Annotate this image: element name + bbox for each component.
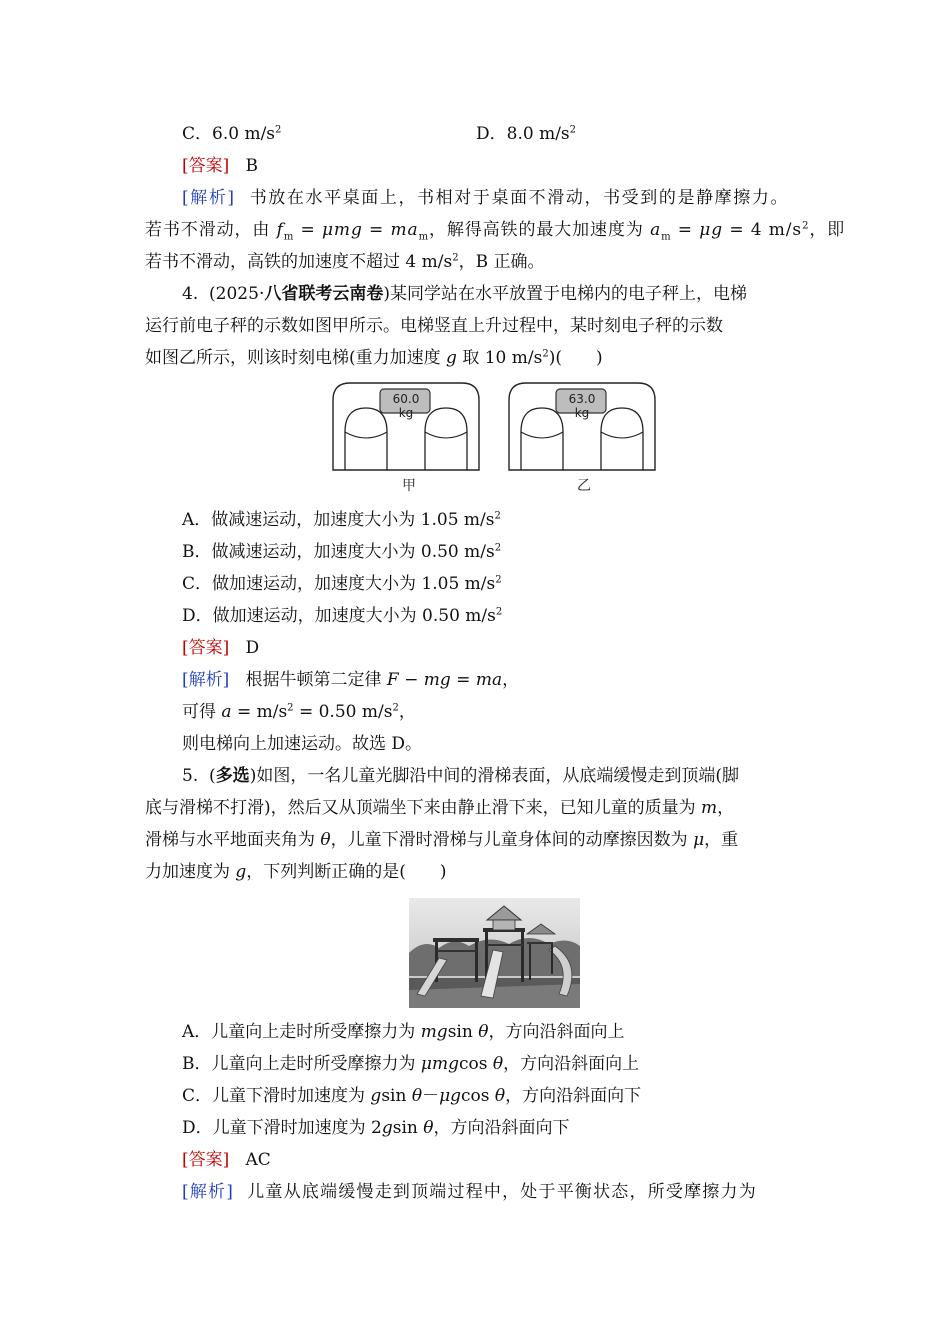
q5-stem-line3 xyxy=(145,828,738,852)
text: ，重 xyxy=(704,830,739,850)
explain-tag: [解析] xyxy=(182,188,236,208)
text: 若书不滑动，由 xyxy=(145,220,277,240)
scale-left-label: 甲 xyxy=(402,478,416,494)
multi-select-label: 多选 xyxy=(215,766,250,786)
option-text: D．做加速运动，加速度大小为 0.50 m/s xyxy=(182,606,496,626)
text: = xyxy=(671,220,700,240)
scale-right-label: 乙 xyxy=(577,478,591,494)
text: ，解得高铁的最大加速度为 xyxy=(428,220,651,240)
answer-value: B xyxy=(245,156,258,176)
symbol-theta: θ xyxy=(320,830,331,850)
q4-option-d xyxy=(182,604,502,628)
text: ，方向沿斜面向下 xyxy=(433,1118,570,1138)
superscript: 2 xyxy=(452,252,459,264)
text: ，方向沿斜面向下 xyxy=(505,1086,642,1106)
text: 则电梯向上加速运动。故选 D。 xyxy=(182,734,423,754)
answer-tag: [答案] xyxy=(182,1150,230,1170)
source-label: 八省联考云南卷 xyxy=(264,284,384,304)
text: 滑梯与水平地面夹角为 xyxy=(145,830,321,850)
text: (2025· xyxy=(209,284,265,304)
text: sin xyxy=(447,1022,479,1042)
symbol-F: F xyxy=(386,670,399,690)
explanation-text: 儿童从底端缓慢走到顶端过程中，处于平衡状态，所受摩擦力为 xyxy=(247,1182,757,1202)
text: B．儿童向上走时所受摩擦力为 xyxy=(182,1054,421,1074)
text: ) xyxy=(249,766,257,786)
symbol-theta: θ xyxy=(478,1022,489,1042)
text: cos xyxy=(461,1086,495,1106)
text: sin xyxy=(381,1086,412,1106)
text: ) xyxy=(383,284,390,304)
explanation-text: 书放在水平桌面上，书相对于桌面不滑动，书受到的是静摩擦力。 xyxy=(249,188,790,208)
explain-tag: [解析] xyxy=(182,1182,235,1202)
answer-value: D xyxy=(245,638,260,658)
answer-tag: [答案] xyxy=(182,156,230,176)
question-number: 5. xyxy=(182,766,199,786)
text: A．儿童向上走时所受摩擦力为 xyxy=(182,1022,421,1042)
text: = 4 m/s xyxy=(723,220,803,240)
text: ，方向沿斜面向上 xyxy=(503,1054,640,1074)
option-text: C．做加速运动，加速度大小为 1.05 m/s xyxy=(182,574,496,594)
subscript: m xyxy=(283,231,295,243)
q4-option-c xyxy=(182,572,502,596)
answer-value: AC xyxy=(245,1150,271,1170)
text: ，儿童下滑时滑梯与儿童身体间的动摩擦因数为 xyxy=(330,830,694,850)
answer-tag: [答案] xyxy=(182,638,230,658)
playground-drawing xyxy=(409,898,580,1008)
symbol-a: a xyxy=(221,702,232,722)
text: － xyxy=(422,1086,440,1106)
scale-right-display: 63.0 kg xyxy=(568,392,596,420)
text: ，方向沿斜面向上 xyxy=(488,1022,625,1042)
symbol: g xyxy=(381,1118,393,1138)
symbol-mu: μ xyxy=(693,830,705,850)
text: ， xyxy=(717,798,735,818)
text: 如图乙所示，则该时刻电梯(重力加速度 xyxy=(145,348,447,368)
option-text: B．做减速运动，加速度大小为 0.50 m/s xyxy=(182,542,495,562)
q3-answer xyxy=(182,154,258,178)
text: = xyxy=(362,220,391,240)
scale-left-display: 60.0 kg xyxy=(392,392,420,420)
option-c-prev xyxy=(182,122,281,146)
symbol-mu: μ xyxy=(321,220,334,240)
q4-option-b xyxy=(182,540,501,564)
q5-explanation-line1 xyxy=(182,1180,757,1204)
symbol: mg xyxy=(420,1022,448,1042)
text: ( xyxy=(209,766,216,786)
symbol-g: g xyxy=(446,348,457,368)
symbol-m: m xyxy=(701,798,718,818)
option-c-text: C．6.0 m/s xyxy=(182,124,276,144)
text: 力加速度为 xyxy=(145,862,236,882)
text: 底与滑梯不打滑)，然后又从顶端坐下来由静止滑下来，已知儿童的质量为 xyxy=(145,798,702,818)
superscript: 2 xyxy=(495,574,502,586)
q5-option-a xyxy=(182,1020,624,1044)
text: = 0.50 m/s xyxy=(293,702,393,722)
superscript: 2 xyxy=(494,510,501,522)
superscript: 2 xyxy=(392,702,399,714)
symbol-theta: θ xyxy=(423,1118,434,1138)
text: 取 10 m/s xyxy=(456,348,543,368)
symbol-g: g xyxy=(235,862,247,882)
option-d-prev xyxy=(476,122,576,146)
q5-stem-line4 xyxy=(145,860,447,884)
symbol-mg: mg xyxy=(423,670,451,690)
text: = m/s xyxy=(231,702,288,722)
symbol-mg: mg xyxy=(333,220,363,240)
symbol-theta: θ xyxy=(494,1086,506,1106)
superscript: 2 xyxy=(495,606,503,618)
subscript: m xyxy=(418,231,429,243)
text: D．儿童下滑时加速度为 2 xyxy=(182,1118,382,1138)
text: sin xyxy=(392,1118,424,1138)
symbol: μg xyxy=(439,1086,462,1106)
scale-drawing xyxy=(332,382,657,472)
q4-explanation-line2 xyxy=(182,700,416,724)
text: cos xyxy=(458,1054,493,1074)
text: = xyxy=(294,220,322,240)
question-number: 4. xyxy=(182,284,199,304)
q4-stem-line2 xyxy=(145,314,723,338)
subscript: m xyxy=(661,231,672,243)
q4-explanation-line1 xyxy=(182,668,519,692)
symbol-theta: θ xyxy=(492,1054,504,1074)
q4-explanation-line3 xyxy=(182,732,422,756)
q3-explanation-line1 xyxy=(182,186,789,210)
text: C．儿童下滑时加速度为 xyxy=(182,1086,371,1106)
superscript: 2 xyxy=(569,124,577,136)
symbol-ma: ma xyxy=(475,670,503,690)
q5-answer xyxy=(182,1148,271,1172)
q5-option-d xyxy=(182,1116,570,1140)
q3-explanation-line3 xyxy=(145,250,544,274)
q5-option-c xyxy=(182,1084,641,1108)
explain-tag: [解析] xyxy=(182,670,230,690)
symbol-theta: θ xyxy=(411,1086,423,1106)
text: )( ) xyxy=(548,348,603,368)
symbol: g xyxy=(370,1086,382,1106)
q4-option-a xyxy=(182,508,501,532)
text: 若书不滑动，高铁的加速度不超过 4 m/s xyxy=(145,252,453,272)
text: ， xyxy=(502,670,520,690)
symbol-f: f xyxy=(276,220,284,240)
playground-photo xyxy=(409,898,580,1008)
symbol: μmg xyxy=(420,1054,459,1074)
text: 根据牛顿第二定律 xyxy=(245,670,387,690)
symbol-a: a xyxy=(650,220,662,240)
text: = xyxy=(450,670,476,690)
text: 可得 xyxy=(182,702,222,722)
option-d-text: D．8.0 m/s xyxy=(476,124,570,144)
q5-stem-line2 xyxy=(145,796,734,820)
scale-figure xyxy=(332,382,657,494)
q4-answer xyxy=(182,636,259,660)
text: 某同学站在水平放置于电梯内的电子秤上，电梯 xyxy=(390,284,747,304)
text: ， xyxy=(398,702,416,722)
text: − xyxy=(398,670,424,690)
text: ，B 正确。 xyxy=(458,252,545,272)
q4-stem-line1 xyxy=(182,282,747,306)
text: 如图，一名儿童光脚沿中间的滑梯表面，从底端缓慢走到顶端(脚 xyxy=(256,766,739,786)
q4-stem-line3 xyxy=(145,346,603,370)
q5-stem-line1 xyxy=(182,764,739,788)
option-text: A．做减速运动，加速度大小为 1.05 m/s xyxy=(182,510,495,530)
symbol-mu: μ xyxy=(699,220,712,240)
superscript: 2 xyxy=(494,542,502,554)
text: ，下列判断正确的是( ) xyxy=(246,862,447,882)
text: 运行前电子秤的示数如图甲所示。电梯竖直上升过程中，某时刻电子秤的示数 xyxy=(145,316,723,336)
symbol-g: g xyxy=(711,220,724,240)
text: ，即 xyxy=(809,220,846,240)
superscript: 2 xyxy=(275,124,282,136)
superscript: 2 xyxy=(287,702,294,714)
superscript: 2 xyxy=(542,348,549,360)
superscript: 2 xyxy=(802,220,810,232)
q3-explanation-line2 xyxy=(145,218,845,242)
symbol-ma: ma xyxy=(390,220,419,240)
q5-option-b xyxy=(182,1052,639,1076)
